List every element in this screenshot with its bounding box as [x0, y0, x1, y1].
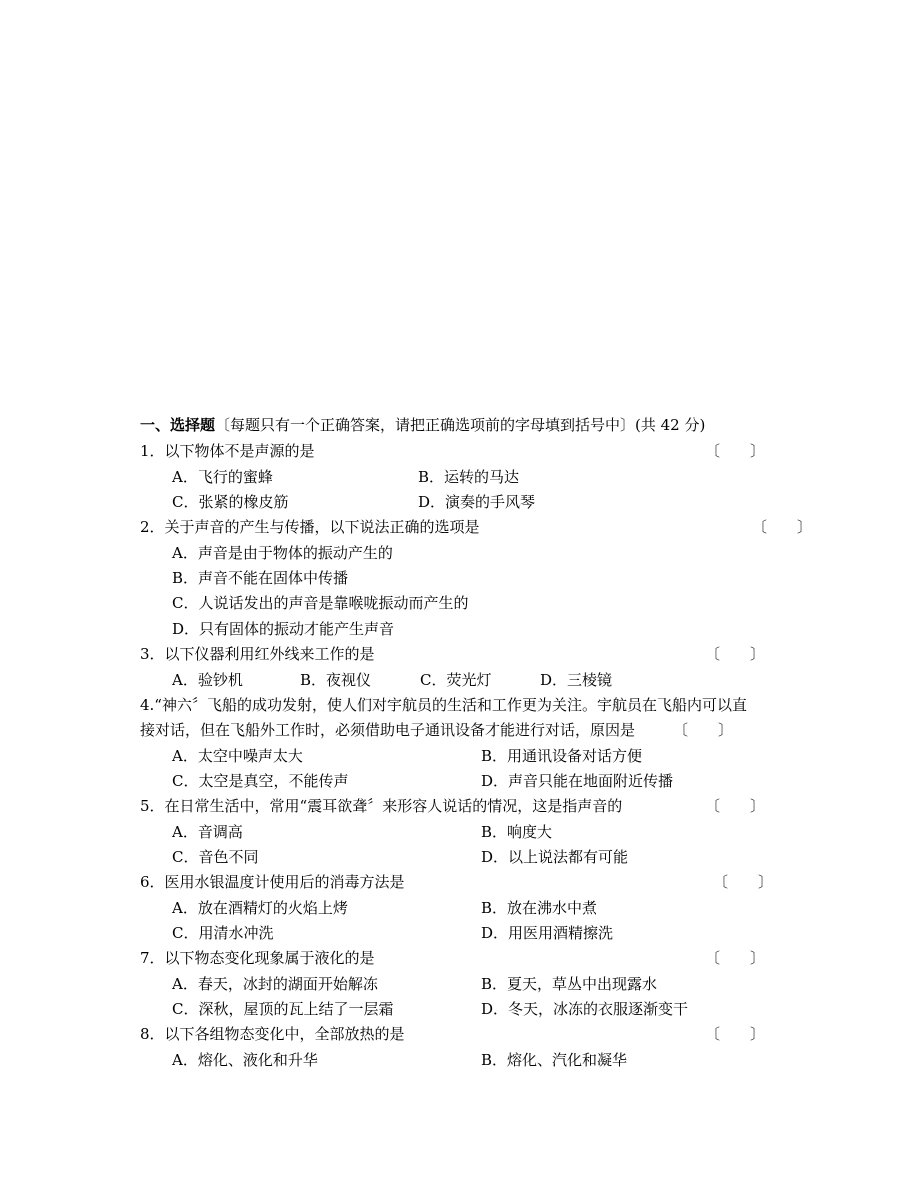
q4-option-d: D．声音只能在地面附近传播: [481, 772, 674, 790]
q1-option-c: C．张紧的橡皮筋: [172, 493, 289, 511]
q5-option-b: B．响度大: [481, 823, 553, 841]
q8-option-b: B．熔化、汽化和凝华: [481, 1051, 628, 1069]
q7-option-c: C．深秋，屋顶的瓦上结了一层霜: [172, 1000, 394, 1018]
answer-bracket-1[interactable]: 〔 〕: [705, 442, 766, 460]
q8-option-a: A．熔化、液化和升华: [172, 1051, 318, 1069]
q2-option-a: A．声音是由于物体的振动产生的: [172, 544, 393, 562]
answer-bracket-2[interactable]: 〔 〕: [752, 518, 813, 536]
answer-bracket-5[interactable]: 〔 〕: [705, 797, 766, 815]
q2-option-c: C．人说话发出的声音是靠喉咙振动而产生的: [172, 594, 469, 612]
answer-bracket-8[interactable]: 〔 〕: [705, 1025, 766, 1043]
q3-option-b: B．夜视仪: [300, 671, 372, 689]
question-6-stem: 6．医用水银温度计使用后的消毒方法是: [140, 873, 405, 891]
section-note: 〔每题只有一个正确答案，请把正确选项前的字母填到括号中〕(共 42 分): [215, 416, 706, 434]
question-8-stem: 8．以下各组物态变化中，全部放热的是: [140, 1025, 405, 1043]
q2-option-b: B．声音不能在固体中传播: [172, 569, 349, 587]
q6-option-a: A．放在酒精灯的火焰上烤: [172, 899, 348, 917]
q4-option-a: A．太空中噪声太大: [172, 747, 303, 765]
q4-option-c: C．太空是真空，不能传声: [172, 772, 349, 790]
q1-option-d: D．演奏的手风琴: [418, 493, 536, 511]
q3-option-d: D．三棱镜: [540, 671, 613, 689]
q1-option-b: B．运转的马达: [418, 468, 520, 486]
q1-option-a: A．飞行的蜜蜂: [172, 468, 273, 486]
question-7-stem: 7．以下物态变化现象属于液化的是: [140, 949, 375, 967]
answer-bracket-3[interactable]: 〔 〕: [705, 645, 766, 663]
q3-option-c: C．荧光灯: [420, 671, 492, 689]
question-2-stem: 2．关于声音的产生与传播，以下说法正确的选项是: [140, 518, 480, 536]
q6-option-d: D．用医用酒精擦洗: [481, 924, 614, 942]
answer-bracket-6[interactable]: 〔 〕: [713, 873, 774, 891]
question-5-stem: 5．在日常生活中，常用“震耳欲聋〞来形容人说话的情况，这是指声音的: [140, 797, 623, 815]
q5-option-c: C．音色不同: [172, 848, 259, 866]
answer-bracket-4[interactable]: 〔 〕: [673, 721, 734, 739]
q5-option-d: D．以上说法都有可能: [481, 848, 629, 866]
section-heading: [140, 415, 705, 435]
answer-bracket-7[interactable]: 〔 〕: [705, 949, 766, 967]
q5-option-a: A．音调高: [172, 823, 243, 841]
question-3-stem: 3．以下仪器利用红外线来工作的是: [140, 645, 375, 663]
q7-option-d: D．冬天，冰冻的衣服逐渐变干: [481, 1000, 689, 1018]
q3-option-a: A．验钞机: [172, 671, 243, 689]
q7-option-a: A．春天，冰封的湖面开始解冻: [172, 975, 378, 993]
q6-option-b: B．放在沸水中煮: [481, 899, 598, 917]
question-4-stem-line1: 4.“神六〞飞船的成功发射，使人们对宇航员的生活和工作更为关注。宇航员在飞船内可以直: [140, 696, 747, 714]
q6-option-c: C．用清水冲洗: [172, 924, 274, 942]
q4-option-b: B．用通讯设备对话方便: [481, 747, 643, 765]
question-4-stem-line2: 接对话，但在飞船外工作时，必须借助电子通讯设备才能进行对话，原因是: [140, 721, 636, 739]
question-1-stem: 1．以下物体不是声源的是: [140, 442, 315, 460]
section-title: 一、选择题: [140, 416, 216, 434]
q2-option-d: D．只有固体的振动才能产生声音: [172, 620, 395, 638]
q7-option-b: B．夏天，草丛中出现露水: [481, 975, 658, 993]
